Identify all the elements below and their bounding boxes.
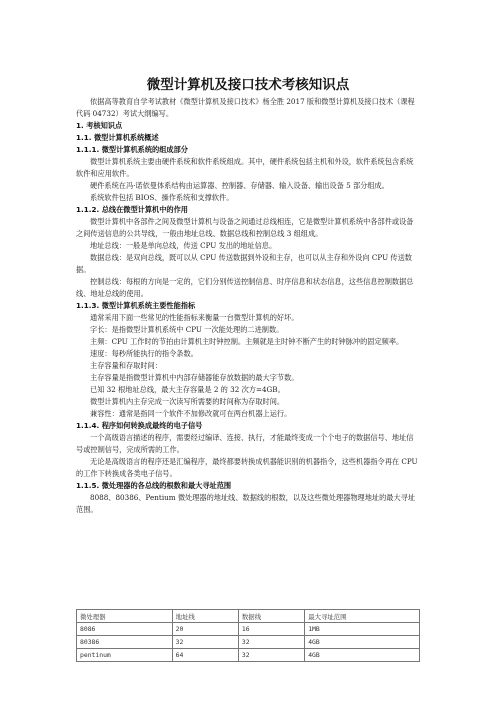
processor-table (76, 609, 420, 662)
section-heading-1-1-3: 1.1.3. 微型计算机系统主要性能指标 (76, 301, 196, 310)
paragraph: 主存容量和存取时间： (90, 361, 162, 370)
intro-paragraph: 依据高等教育自学考试教材《微型计算机及接口技术》杨全胜 2017 版和微型计算机及接口技术（课程代码 04732）考试大纲编写。 (76, 97, 415, 118)
table-header-cell: 微处理器 (77, 610, 173, 623)
document-title: 微型计算机及接口技术考核知识点 (146, 77, 350, 93)
table-cell: 80386 (77, 636, 173, 649)
table-cell: 8086 (77, 623, 173, 636)
section-heading-1-1: 1.1. 微型计算机系统概述 (76, 133, 159, 142)
paragraph: 兼容性：通常是指同一个软件不加修改就可在两台机器上运行。 (90, 409, 292, 418)
section-heading-1: 1. 考核知识点 (76, 121, 123, 130)
table-header-cell: 最大寻址范围 (305, 610, 420, 623)
paragraph: 微型计算机系统主要由硬件系统和软件系统组成。其中，硬件系统包括主机和外设，软件系统包含系统软件和应用软件。 (76, 157, 414, 178)
table-header-row (77, 610, 420, 623)
paragraph: 已知 32 根地址总线，最大主存容量是 2 的 32 次方=4GB。 (90, 385, 285, 394)
paragraph: 主存容量是指微型计算机中内部存储器能存放数据的最大字节数。 (90, 373, 299, 382)
table-cell: 32 (238, 649, 304, 662)
paragraph: 控制总线：每根的方向是一定的，它们分别传送控制信息、时序信息和状态信息，这些信息控制数据总线、地址总线的使用。 (76, 277, 414, 298)
section-heading-1-1-1: 1.1.1. 微型计算机系统的组成部分 (76, 145, 188, 154)
paragraph: 数据总线：是双向总线，既可以从 CPU 传送数据到外设和主存，也可以从主存和外设向 CPU 传送数据。 (76, 253, 412, 274)
paragraph: 字长：是指微型计算机系统中 CPU 一次能处理的二进制数。 (90, 325, 284, 334)
section-heading-1-1-5: 1.1.5. 微处理器的各总线的根数和最大寻址范围 (76, 481, 232, 490)
paragraph: 地址总线：一般是单向总线，传送 CPU 发出的地址信息。 (90, 241, 277, 250)
paragraph: 微型计算机内主存完成一次读写所需要的时间称为存取时间。 (90, 397, 285, 406)
table-row (77, 636, 420, 649)
table-cell: 64 (172, 649, 238, 662)
paragraph: 速度：每秒所能执行的指令条数。 (90, 349, 198, 358)
table-cell: pentinum (77, 649, 173, 662)
section-heading-1-1-4: 1.1.4. 程序如何转换成最终的电子信号 (76, 421, 203, 430)
paragraph: 无论是高级语言的程序还是汇编程序，最终都要转换成机器能识别的机器指令，这些机器指令再在 CPU 的工作下转换成各类电子信号。 (76, 457, 418, 478)
table-cell: 32 (238, 636, 304, 649)
table-row (77, 623, 420, 636)
table-cell: 32 (172, 636, 238, 649)
paragraph: 8088、80386、Pentium 微处理器的地址线、数据线的根数，以及这些微处理器物理地址的最大寻址范围。 (76, 493, 416, 514)
table-cell: 20 (172, 623, 238, 636)
table-header-cell: 数据线 (238, 610, 304, 623)
paragraph: 系统软件包括 BIOS、操作系统和支撑软件。 (90, 193, 234, 202)
paragraph: 主频：CPU 工作时的节拍由计算机主时钟控制。主频就是主时钟不断产生的时钟脉冲的固定频率。 (90, 337, 404, 346)
table-cell: 4GB (305, 649, 420, 662)
document-body (76, 96, 420, 516)
table-cell: 1MB (305, 623, 420, 636)
paragraph: 微型计算机中各部件之间及微型计算机与设备之间通过总线相连，它是微型计算机系统中各部件或设备之间传送信息的公共导线，一般由地址总线、数据总线和控制总线 3 组组成。 (76, 217, 414, 238)
paragraph: 硬件系统在冯·诺依曼体系结构由运算器、控制器、存储器、输入设备、输出设备 5 部分组成。 (90, 181, 389, 190)
table-cell: 16 (238, 623, 304, 636)
table-cell: 4GB (305, 636, 420, 649)
paragraph: 通常采用下面一些常见的性能指标来衡量一台微型计算机的好坏。 (90, 313, 299, 322)
table-header-cell: 地址线 (172, 610, 238, 623)
section-heading-1-1-2: 1.1.2. 总线在微型计算机中的作用 (76, 205, 188, 214)
table-row (77, 649, 420, 662)
paragraph: 一个高级语言描述的程序，需要经过编译、连接、执行，才能最终变成一个个电子的数据信号、地址信号或控制信号，完成所需的工作。 (76, 433, 414, 454)
